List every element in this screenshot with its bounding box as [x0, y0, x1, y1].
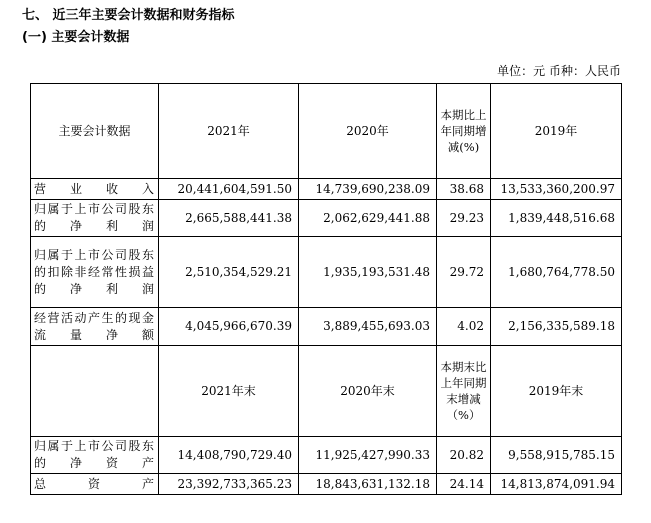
value-2020: 3,889,455,693.03	[299, 308, 437, 346]
value-2021: 20,441,604,591.50	[159, 179, 299, 200]
header-2020-end: 2020年末	[299, 346, 437, 437]
value-change: 24.14	[437, 474, 491, 495]
header-2021-end: 2021年末	[159, 346, 299, 437]
row-label: 归属于上市公司股东的净利润	[31, 200, 159, 237]
value-2019: 13,533,360,200.97	[491, 179, 622, 200]
value-2020: 1,935,193,531.48	[299, 237, 437, 308]
value-change: 20.82	[437, 437, 491, 474]
value-change: 38.68	[437, 179, 491, 200]
value-2019: 14,813,874,091.94	[491, 474, 622, 495]
section-title: 七、 近三年主要会计数据和财务指标	[22, 8, 235, 23]
value-2021: 23,392,733,365.23	[159, 474, 299, 495]
header-2019: 2019年	[491, 84, 622, 179]
header-change-end: 本期末比上年同期末增减（%）	[437, 346, 491, 437]
accounting-data-table	[30, 83, 622, 495]
header-2019-end: 2019年末	[491, 346, 622, 437]
header-2021: 2021年	[159, 84, 299, 179]
value-2019: 1,839,448,516.68	[491, 200, 622, 237]
table-row	[31, 437, 622, 474]
row-label: 总资产	[31, 474, 159, 495]
value-2020: 2,062,629,441.88	[299, 200, 437, 237]
table-row	[31, 308, 622, 346]
value-2019: 9,558,915,785.15	[491, 437, 622, 474]
value-2019: 2,156,335,589.18	[491, 308, 622, 346]
header-2020: 2020年	[299, 84, 437, 179]
value-2021: 2,510,354,529.21	[159, 237, 299, 308]
table-row	[31, 237, 622, 308]
value-2020: 18,843,631,132.18	[299, 474, 437, 495]
table-header-row	[31, 84, 622, 179]
value-change: 29.72	[437, 237, 491, 308]
subsection-title: (一) 主要会计数据	[22, 30, 130, 45]
header-label	[31, 346, 159, 437]
header-change: 本期比上年同期增减(%)	[437, 84, 491, 179]
table-row	[31, 179, 622, 200]
table-header-row	[31, 346, 622, 437]
table-row	[31, 474, 622, 495]
value-2020: 14,739,690,238.09	[299, 179, 437, 200]
value-change: 4.02	[437, 308, 491, 346]
value-2020: 11,925,427,990.33	[299, 437, 437, 474]
value-2021: 4,045,966,670.39	[159, 308, 299, 346]
header-label: 主要会计数据	[31, 84, 159, 179]
row-label: 归属于上市公司股东的扣除非经常性损益的净利润	[31, 237, 159, 308]
row-label: 归属于上市公司股东的净资产	[31, 437, 159, 474]
value-2021: 2,665,588,441.38	[159, 200, 299, 237]
row-label: 营业收入	[31, 179, 159, 200]
unit-note: 单位：元 币种：人民币	[497, 64, 621, 78]
row-label: 经营活动产生的现金流量净额	[31, 308, 159, 346]
value-2021: 14,408,790,729.40	[159, 437, 299, 474]
value-2019: 1,680,764,778.50	[491, 237, 622, 308]
table-row	[31, 200, 622, 237]
value-change: 29.23	[437, 200, 491, 237]
